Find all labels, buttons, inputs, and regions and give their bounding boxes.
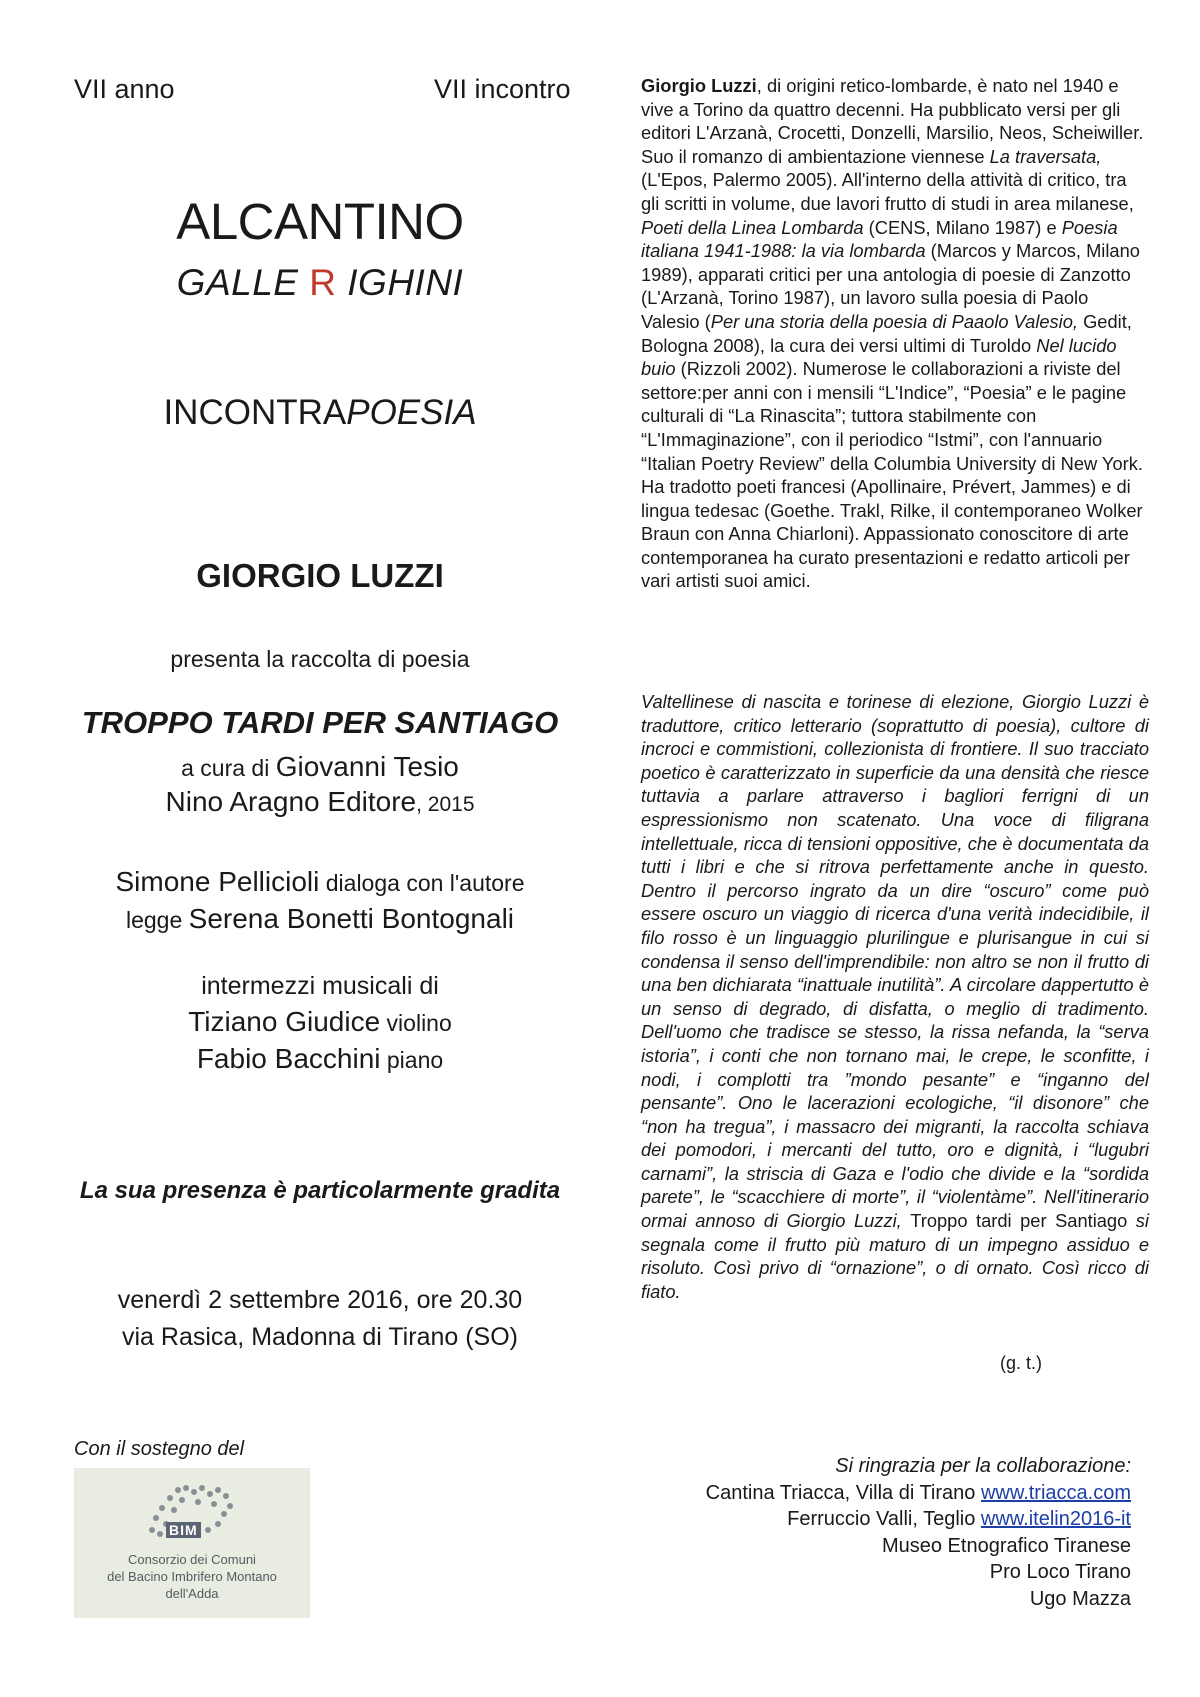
thanks-line-4: Pro Loco Tirano <box>989 1561 1131 1583</box>
author-bio: Giorgio Luzzi, di origini retico-lombarde, è nato nel 1940 e vive a Torino da quattro decenni. Ha pubblicato versi per gli editori L'Arzanà, Crocetti, Donzelli, Marsilio, Neos, Scheiwiller. Suo il romanzo di ambientazione viennese La traversata, (L'Epos, Palermo 2005). All'interno della attività di critico, tra gli scritti in volume, due lavori frutto di studi in area milanese, Poeti della Linea Lombarda (CENS, Milano 1987) e Poesia italiana 1941-1988: la via lombarda (Marcos y Marcos, Milano 1989), apparati critici per una antologia di poesie di Zanzotto (L'Arzanà, Torino 1987), un lavoro sulla poesia di Paolo Valesio (Per una storia della poesia di Paaolo Valesio, Gedit, Bologna 2008), la cura dei versi ultimi di Turoldo Nel lucido buio (Rizzoli 2002). Numerose le collaborazioni a riviste del settore:per anni con i mensili “L'Indice”, “Poesia” e le pagine culturali di “La Rinascita”; tuttora stabilmente con “L'Immaginazione”, con il periodico “Istmi”, con l'annuario “Italian Poetry Review” della Columbia University di New York. Ha tradotto poeti francesi (Apollinaire, Prévert, Jammes) e di lingua tedesac (Goethe. Trakl, Rilke, il contemporaneo Wolker Braun con Anna Chiarloni). Appassionato conoscitore di arte contemporanea ha curato presentazioni e redatto articoli per vari artisti suoi amici. <box>641 75 1144 592</box>
year-label: VII anno <box>74 74 175 104</box>
author-name: GIORGIO LUZZI <box>196 557 444 594</box>
musician-piano: Fabio Bacchini piano <box>196 1043 444 1074</box>
logo-line-3: dell'Adda <box>165 1586 219 1601</box>
presents-line: presenta la raccolta di poesia <box>170 646 470 672</box>
event-date: venerdì 2 settembre 2016, ore 20.30 <box>117 1286 523 1314</box>
bim-logo-text: BIM <box>166 1522 201 1538</box>
music-intro: intermezzi musicali di <box>201 972 439 1000</box>
reader-line: legge Serena Bonetti Bontognali <box>125 903 515 934</box>
sponsor-label: Con il sostegno del <box>74 1438 245 1460</box>
thanks-line-1: Cantina Triacca, Villa di Tirano www.triacca.com <box>705 1481 1131 1504</box>
acknowledgements <box>706 1453 1131 1612</box>
logo-line-2: del Bacino Imbrifero Montano <box>107 1569 277 1584</box>
critical-note: Valtellinese di nascita e torinese di elezione, Giorgio Luzzi è traduttore, critico letterario (soprattutto di poesia), cultore di incroci e commistioni, collezionista di frontiere. Il suo tracciato poetico è caratterizzato in superficie da una densità che riesce tuttavia a parlare attraverso i bagliori ferrigni di un espressionismo non scatenato. Una voce di filigrana intellettuale, ricca di tensioni oppositive, che è documentata da tutti i libri e che si ritrova perfettamente anche in questo. Dentro il percorso ingrato da un dire “oscuro” come può essere oscuro un viaggio di ricerca d'una verità indecidibile, il filo rosso è un linguaggio plurilingue e plurisangue in cui si condensa il senso dell'imprendibile: non altro se non il frutto di una ben dichiarata “inattuale inutilità”. A circolare dappertutto è un senso di degrado, di disfatta, o meglio di tradimento. Dell'uomo che tradisce se stesso, la rissa nefanda, la “serva istoria”, i conti che non tornano mai, le crepe, le sconfitte, i nodi, i complotti tra ”mondo pesante” e “inganno del pensante”. Ono le lacerazioni ecologiche, “il disonore” che “non ha tregua”, i massacro dei migranti, la raccolta schiava dei pomodori, i mercanti del tutto, oro e dignità, i “lugubri carnami”, la striscia di Gaza e l'odio che divide e la “sordida parete”, le “scacchiere di morte”, il “violentàme”. Nell'itinerario ormai annoso di Giorgio Luzzi, Troppo tardi per Santiago si segnala come il frutto più maturo di un impegno assiduo e risoluto. Così privo di “ornazione”, o di ornato. Così ricco di fiato. <box>641 691 1149 1302</box>
thanks-heading: Si ringrazia per la collaborazione: <box>835 1455 1131 1477</box>
venue-subtitle: GALLE R IGHINI <box>176 262 464 303</box>
series-title: INCONTRAPOESIA <box>163 393 477 432</box>
moderator-line: Simone Pellicioli dialoga con l'autore <box>115 866 525 897</box>
musician-violin: Tiziano Giudice violino <box>188 1006 452 1037</box>
welcome-note: La sua presenza è particolarmente gradita <box>79 1177 561 1204</box>
event-place: via Rasica, Madonna di Tirano (SO) <box>121 1323 518 1351</box>
logo-line-1: Consorzio dei Comuni <box>128 1552 256 1567</box>
venue-title: ALCANTINO <box>176 193 464 250</box>
meeting-label: VII incontro <box>434 74 571 104</box>
signature: (g. t.) <box>1000 1353 1043 1373</box>
itelin-link[interactable]: www.itelin2016-it <box>980 1508 1131 1530</box>
triacca-link[interactable]: www.triacca.com <box>980 1481 1131 1504</box>
bim-logo <box>74 1468 310 1618</box>
thanks-line-5: Ugo Mazza <box>1029 1587 1131 1610</box>
thanks-line-2: Ferruccio Valli, Teglio www.itelin2016-it <box>787 1508 1131 1530</box>
publisher-line: Nino Aragno Editore, 2015 <box>165 786 475 817</box>
editor-line: a cura di Giovanni Tesio <box>181 751 459 782</box>
book-title: TROPPO TARDI PER SANTIAGO <box>81 705 559 740</box>
thanks-line-3: Museo Etnografico Tiranese <box>881 1534 1131 1557</box>
